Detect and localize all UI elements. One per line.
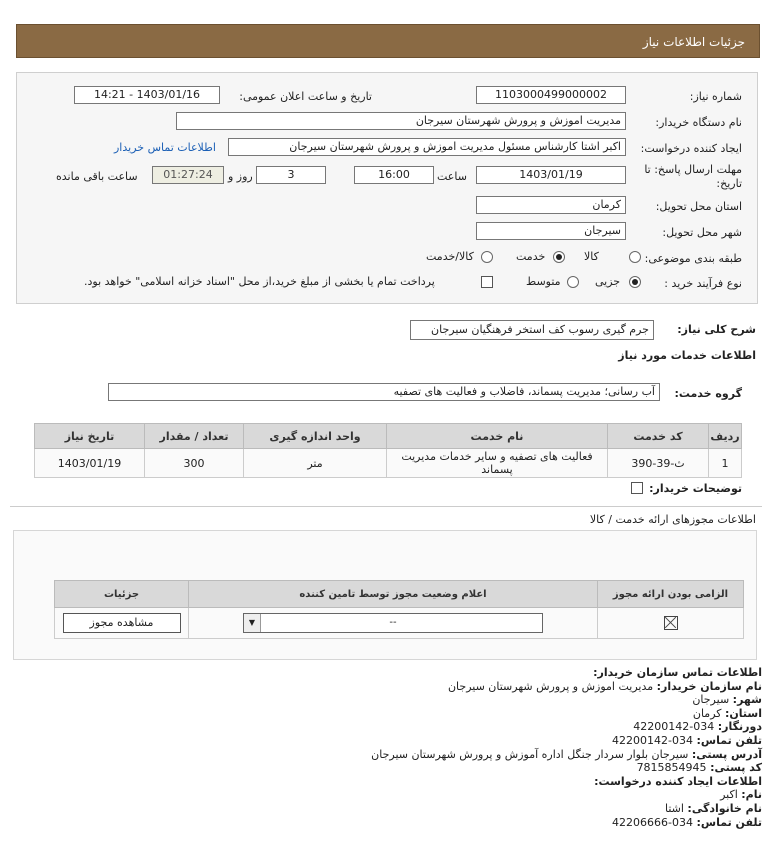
- remaining-label: ساعت باقی مانده: [56, 170, 138, 183]
- contact-key: آدرس پستی:: [691, 747, 762, 761]
- disabled-checkbox-icon: [664, 616, 678, 630]
- creator-field: اکبر اشتا کارشناس مسئول مدیریت اموزش و پرورش شهرستان سیرجان: [228, 138, 626, 156]
- permit-status-select[interactable]: [243, 613, 543, 633]
- contact-info: [22, 666, 762, 829]
- contact-value: اکبر: [720, 788, 742, 802]
- contact-key: استان:: [725, 706, 762, 720]
- summary-field: جرم گیری رسوب کف استخر فرهنگیان سیرجان: [410, 320, 654, 340]
- buyer-org-field: مدیریت اموزش و پرورش شهرستان سیرجان: [176, 112, 626, 130]
- deadline-time-field: 16:00: [354, 166, 434, 184]
- contact-key: تلفن تماس:: [696, 815, 762, 829]
- contact-line: [22, 802, 762, 816]
- col-quantity: تعداد / مقدار: [145, 424, 244, 449]
- deadline-date-field: 1403/01/19: [476, 166, 626, 184]
- col-need-date: تاریخ نیاز: [35, 424, 145, 449]
- col-permit-status: اعلام وضعیت مجوز توسط تامین کننده: [189, 581, 598, 608]
- contact-key: نام خانوادگی:: [687, 801, 762, 815]
- buyer-org-label: نام دستگاه خریدار:: [655, 116, 742, 129]
- contact-line: [22, 816, 762, 830]
- contact-key: دورنگار:: [717, 720, 762, 734]
- col-permit-details: جزئیات: [55, 581, 189, 608]
- cell-row: 1: [709, 449, 742, 478]
- buyer-contact-link[interactable]: اطلاعات تماس خریدار: [114, 141, 216, 154]
- cell-service-code: ث-39-390: [608, 449, 709, 478]
- permits-heading: اطلاعات مجوزهای ارائه خدمت / کالا: [589, 513, 756, 526]
- table-row: [55, 608, 744, 639]
- contact-value: 034-42200142: [633, 720, 718, 734]
- cell-quantity: 300: [145, 449, 244, 478]
- permit-status-value: --: [389, 617, 397, 628]
- days-label: روز و: [228, 170, 253, 183]
- permits-table: [54, 580, 744, 639]
- contact-value: 034-42200142: [612, 733, 697, 747]
- col-row: ردیف: [709, 424, 742, 449]
- category-option-service: خدمت: [516, 250, 546, 263]
- permit-details-cell: [55, 608, 189, 639]
- contact-line: [22, 734, 762, 748]
- category-radio-service[interactable]: [553, 251, 565, 263]
- process-label: نوع فرآیند خرید :: [664, 277, 742, 290]
- dropdown-arrow-icon[interactable]: ▼: [244, 614, 261, 632]
- province-label: استان محل تحویل:: [655, 200, 742, 213]
- buyer-notes-checkbox[interactable]: [631, 482, 643, 494]
- contact-key: کد پستی:: [710, 761, 762, 775]
- process-radio-minor[interactable]: [629, 276, 641, 288]
- need-number-label: شماره نیاز:: [689, 90, 742, 103]
- items-table: [34, 423, 742, 478]
- col-service-code: کد خدمت: [608, 424, 709, 449]
- service-group-label: گروه خدمت:: [674, 387, 742, 400]
- divider: [10, 506, 762, 507]
- contact-value: اشتا: [664, 801, 688, 815]
- summary-label: شرح کلی نیاز:: [677, 323, 756, 336]
- services-heading: اطلاعات خدمات مورد نیاز: [618, 349, 756, 362]
- deadline-time-label: ساعت: [437, 170, 467, 183]
- col-unit: واحد اندازه گیری: [244, 424, 387, 449]
- contact-line: [22, 761, 762, 775]
- process-radio-medium[interactable]: [567, 276, 579, 288]
- province-field: کرمان: [476, 196, 626, 214]
- treasury-text: پرداخت تمام یا بخشی از مبلغ خرید،از محل "اسناد خزانه اسلامی" خواهد بود.: [84, 275, 435, 288]
- contact-line: [22, 666, 762, 680]
- contact-key: اطلاعات تماس سازمان خریدار:: [593, 666, 762, 679]
- deadline-label: مهلت ارسال پاسخ: تا: [644, 163, 742, 176]
- remaining-time-field: 01:27:24: [152, 166, 224, 184]
- contact-value: مدیریت اموزش و پرورش شهرستان سیرجان: [447, 679, 657, 693]
- category-option-goods: کالا: [584, 250, 599, 263]
- contact-line: [22, 707, 762, 721]
- contact-line: [22, 680, 762, 694]
- category-radio-goods[interactable]: [629, 251, 641, 263]
- need-details-panel: [16, 72, 758, 304]
- permit-status-cell: [189, 608, 598, 639]
- announce-field: 1403/01/16 - 14:21: [74, 86, 220, 104]
- page-header: [16, 24, 760, 58]
- contact-line: [22, 720, 762, 734]
- category-label: طبقه بندی موضوعی:: [644, 252, 742, 265]
- city-field: سیرجان: [476, 222, 626, 240]
- process-option-minor: جزیی: [595, 275, 621, 288]
- col-service-name: نام خدمت: [387, 424, 608, 449]
- permit-required-cell: [598, 608, 744, 639]
- contact-value: سیرجان بلوار سردار جنگل اداره آموزش و پرورش شهرستان سیرجان: [371, 747, 692, 761]
- contact-key: شهر:: [732, 693, 762, 707]
- contact-key: تلفن تماس:: [696, 733, 762, 747]
- category-radio-both[interactable]: [481, 251, 493, 263]
- contact-key: نام:: [741, 788, 762, 802]
- process-option-medium: متوسط: [526, 275, 561, 288]
- deadline-date-label: تاریخ:: [716, 177, 742, 190]
- contact-key: اطلاعات ایجاد کننده درخواست:: [594, 774, 762, 788]
- contact-line: [22, 748, 762, 762]
- cell-unit: متر: [244, 449, 387, 478]
- contact-value: 034-42206666: [612, 815, 697, 829]
- table-row: [35, 449, 742, 478]
- contact-value: 7815854945: [636, 761, 711, 775]
- service-group-field: آب رسانی؛ مدیریت پسماند، فاضلاب و فعالیت های تصفیه: [108, 383, 660, 401]
- view-permit-button[interactable]: مشاهده مجوز: [63, 613, 181, 633]
- need-number-field: 1103000499000002: [476, 86, 626, 104]
- cell-service-name: فعالیت های تصفیه و سایر خدمات مدیریت پسماند: [387, 449, 608, 478]
- page-title: جزئیات اطلاعات نیاز: [642, 35, 745, 49]
- contact-line: [22, 775, 762, 789]
- cell-need-date: 1403/01/19: [35, 449, 145, 478]
- buyer-notes-label: توضیحات خریدار:: [649, 482, 742, 495]
- contact-value: کرمان: [692, 706, 725, 720]
- contact-line: [22, 788, 762, 802]
- contact-key: نام سازمان خریدار:: [656, 679, 762, 693]
- contact-line: [22, 693, 762, 707]
- city-label: شهر محل تحویل:: [662, 226, 742, 239]
- creator-label: ایجاد کننده درخواست:: [640, 142, 742, 155]
- category-option-both: کالا/خدمت: [426, 250, 474, 263]
- days-field: 3: [256, 166, 326, 184]
- treasury-checkbox[interactable]: [481, 276, 493, 288]
- contact-value: سیرجان: [692, 693, 733, 707]
- col-permit-required: الزامی بودن ارائه مجوز: [598, 581, 744, 608]
- announce-label: تاریخ و ساعت اعلان عمومی:: [239, 90, 372, 103]
